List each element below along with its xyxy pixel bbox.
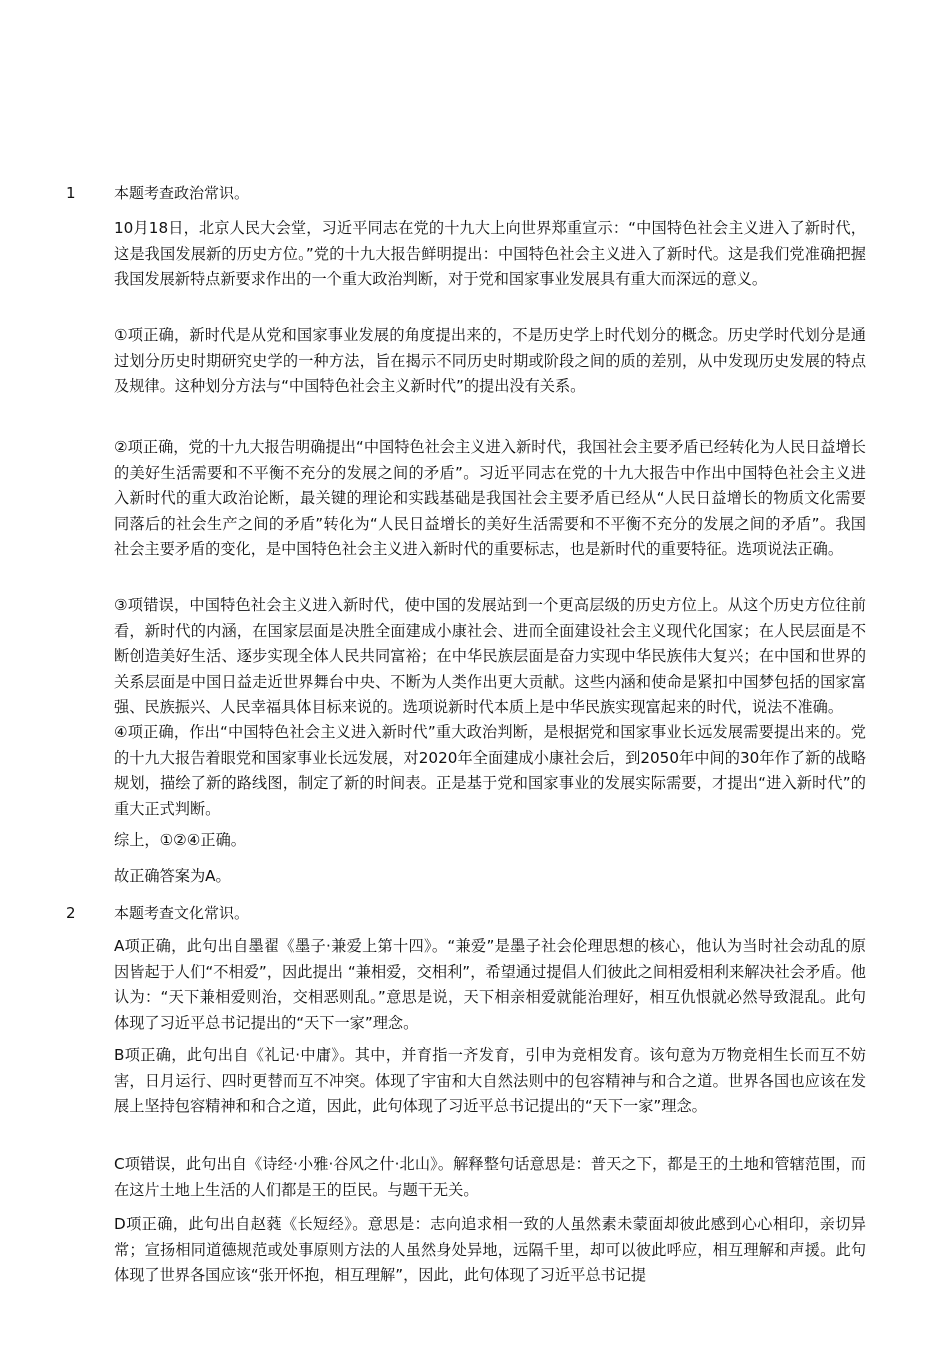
answer-paragraph: C项错误，此句出自《诗经·小雅·谷风之什·北山》。解释整句话意思是：普天之下，都是王的土地和管辖范围，而在这片土地上生活的人们都是王的臣民。与题干无关。 [114, 1155, 866, 1199]
answer-summary: 综上，①②④正确。 [114, 831, 246, 849]
answer-paragraph: 10月18日，北京人民大会堂，习近平同志在党的十九大上向世界郑重宣示：“中国特色社会主义进入了新时代，这是我国发展新的历史方位。”党的十九大报告鲜明提出：中国特色社会主义进入了新时代。这是我们党准确把握我国发展新特点新要求作出的一个重大政治判断，对于党和国家事业发展具有重大而深远的意义。 [114, 219, 866, 288]
answer-paragraph: B项正确，此句出自《礼记·中庸》。其中，并育指一齐发育，引申为竞相发育。该句意为万物竞相生长而互不妨害，日月运行、四时更替而互不冲突。体现了宇宙和大自然法则中的包容精神与和合之道。世界各国也应该在发展上坚持包容精神和和合之道，因此，此句体现了习近平总书记提出的“天下一家”理念。 [114, 1046, 866, 1115]
question-number: 2 [66, 904, 76, 922]
question-heading: 本题考查政治常识。 [114, 184, 250, 202]
answer-paragraph: ③项错误，中国特色社会主义进入新时代，使中国的发展站到一个更高层级的历史方位上。从这个历史方位往前看，新时代的内涵，在国家层面是决胜全面建成小康社会、进而全面建设社会主义现代化国家；在人民层面是不断创造美好生活、逐步实现全体人民共同富裕；在中华民族层面是奋力实现中华民族伟大复兴；在中国和世界的关系层面是中国日益走近世界舞台中央、不断为人类作出更大贡献。这些内涵和使命是紧扣中国梦包括的国家富强、民族振兴、人民幸福具体目标来说的。选项说新时代本质上是中华民族实现富起来的时代，说法不准确。 [114, 596, 866, 716]
question-heading: 本题考查文化常识。 [114, 904, 250, 922]
answer-paragraph: ④项正确，作出“中国特色社会主义进入新时代”重大政治判断，是根据党和国家事业长远发展需要提出来的。党的十九大报告着眼党和国家事业长远发展，对2020年全面建成小康社会后，到2050年中间的30年作了新的战略规划，描绘了新的路线图，制定了新的时间表。正是基于党和国家事业的发展实际需要，才提出“进入新时代”的重大正式判断。 [114, 723, 866, 818]
answer-paragraph: D项正确，此句出自赵蕤《长短经》。意思是：志向追求相一致的人虽然素未蒙面却彼此感到心心相印，亲切异常；宣扬相同道德规范或处事原则方法的人虽然身处异地，远隔千里，却可以彼此呼应，相互理解和声援。此句体现了世界各国应该“张开怀抱，相互理解”，因此，此句体现了习近平总书记提 [114, 1215, 866, 1284]
answer-paragraph: ①项正确，新时代是从党和国家事业发展的角度提出来的，不是历史学上时代划分的概念。历史学时代划分是通过划分历史时期研究史学的一种方法，旨在揭示不同历史时期或阶段之间的质的差别，从中发现历史发展的特点及规律。这种划分方法与“中国特色社会主义新时代”的提出没有关系。 [114, 326, 866, 395]
question-number: 1 [66, 184, 76, 202]
answer-paragraph: A项正确，此句出自墨翟《墨子·兼爱上第十四》。“兼爱”是墨子社会伦理思想的核心，他认为当时社会动乱的原因皆起于人们“不相爱”，因此提出 “兼相爱，交相利”，希望通过提倡人们彼此之间相爱相利来解决社会矛盾。他认为：“天下兼相爱则治，交相恶则乱。”意思是说，天下相亲相爱就能治理好，相互仇恨就必然导致混乱。此句体现了习近平总书记提出的“天下一家”理念。 [114, 937, 866, 1032]
answer-conclusion: 故正确答案为A。 [114, 867, 231, 885]
answer-paragraph: ②项正确，党的十九大报告明确提出“中国特色社会主义进入新时代，我国社会主要矛盾已经转化为人民日益增长的美好生活需要和不平衡不充分的发展之间的矛盾”。习近平同志在党的十九大报告中作出中国特色社会主义进入新时代的重大政治论断，最关键的理论和实践基础是我国社会主要矛盾已经从“人民日益增长的物质文化需要同落后的社会生产之间的矛盾”转化为“人民日益增长的美好生活需要和不平衡不充分的发展之间的矛盾”。我国社会主要矛盾的变化，是中国特色社会主义进入新时代的重要标志，也是新时代的重要特征。选项说法正确。 [114, 438, 866, 558]
